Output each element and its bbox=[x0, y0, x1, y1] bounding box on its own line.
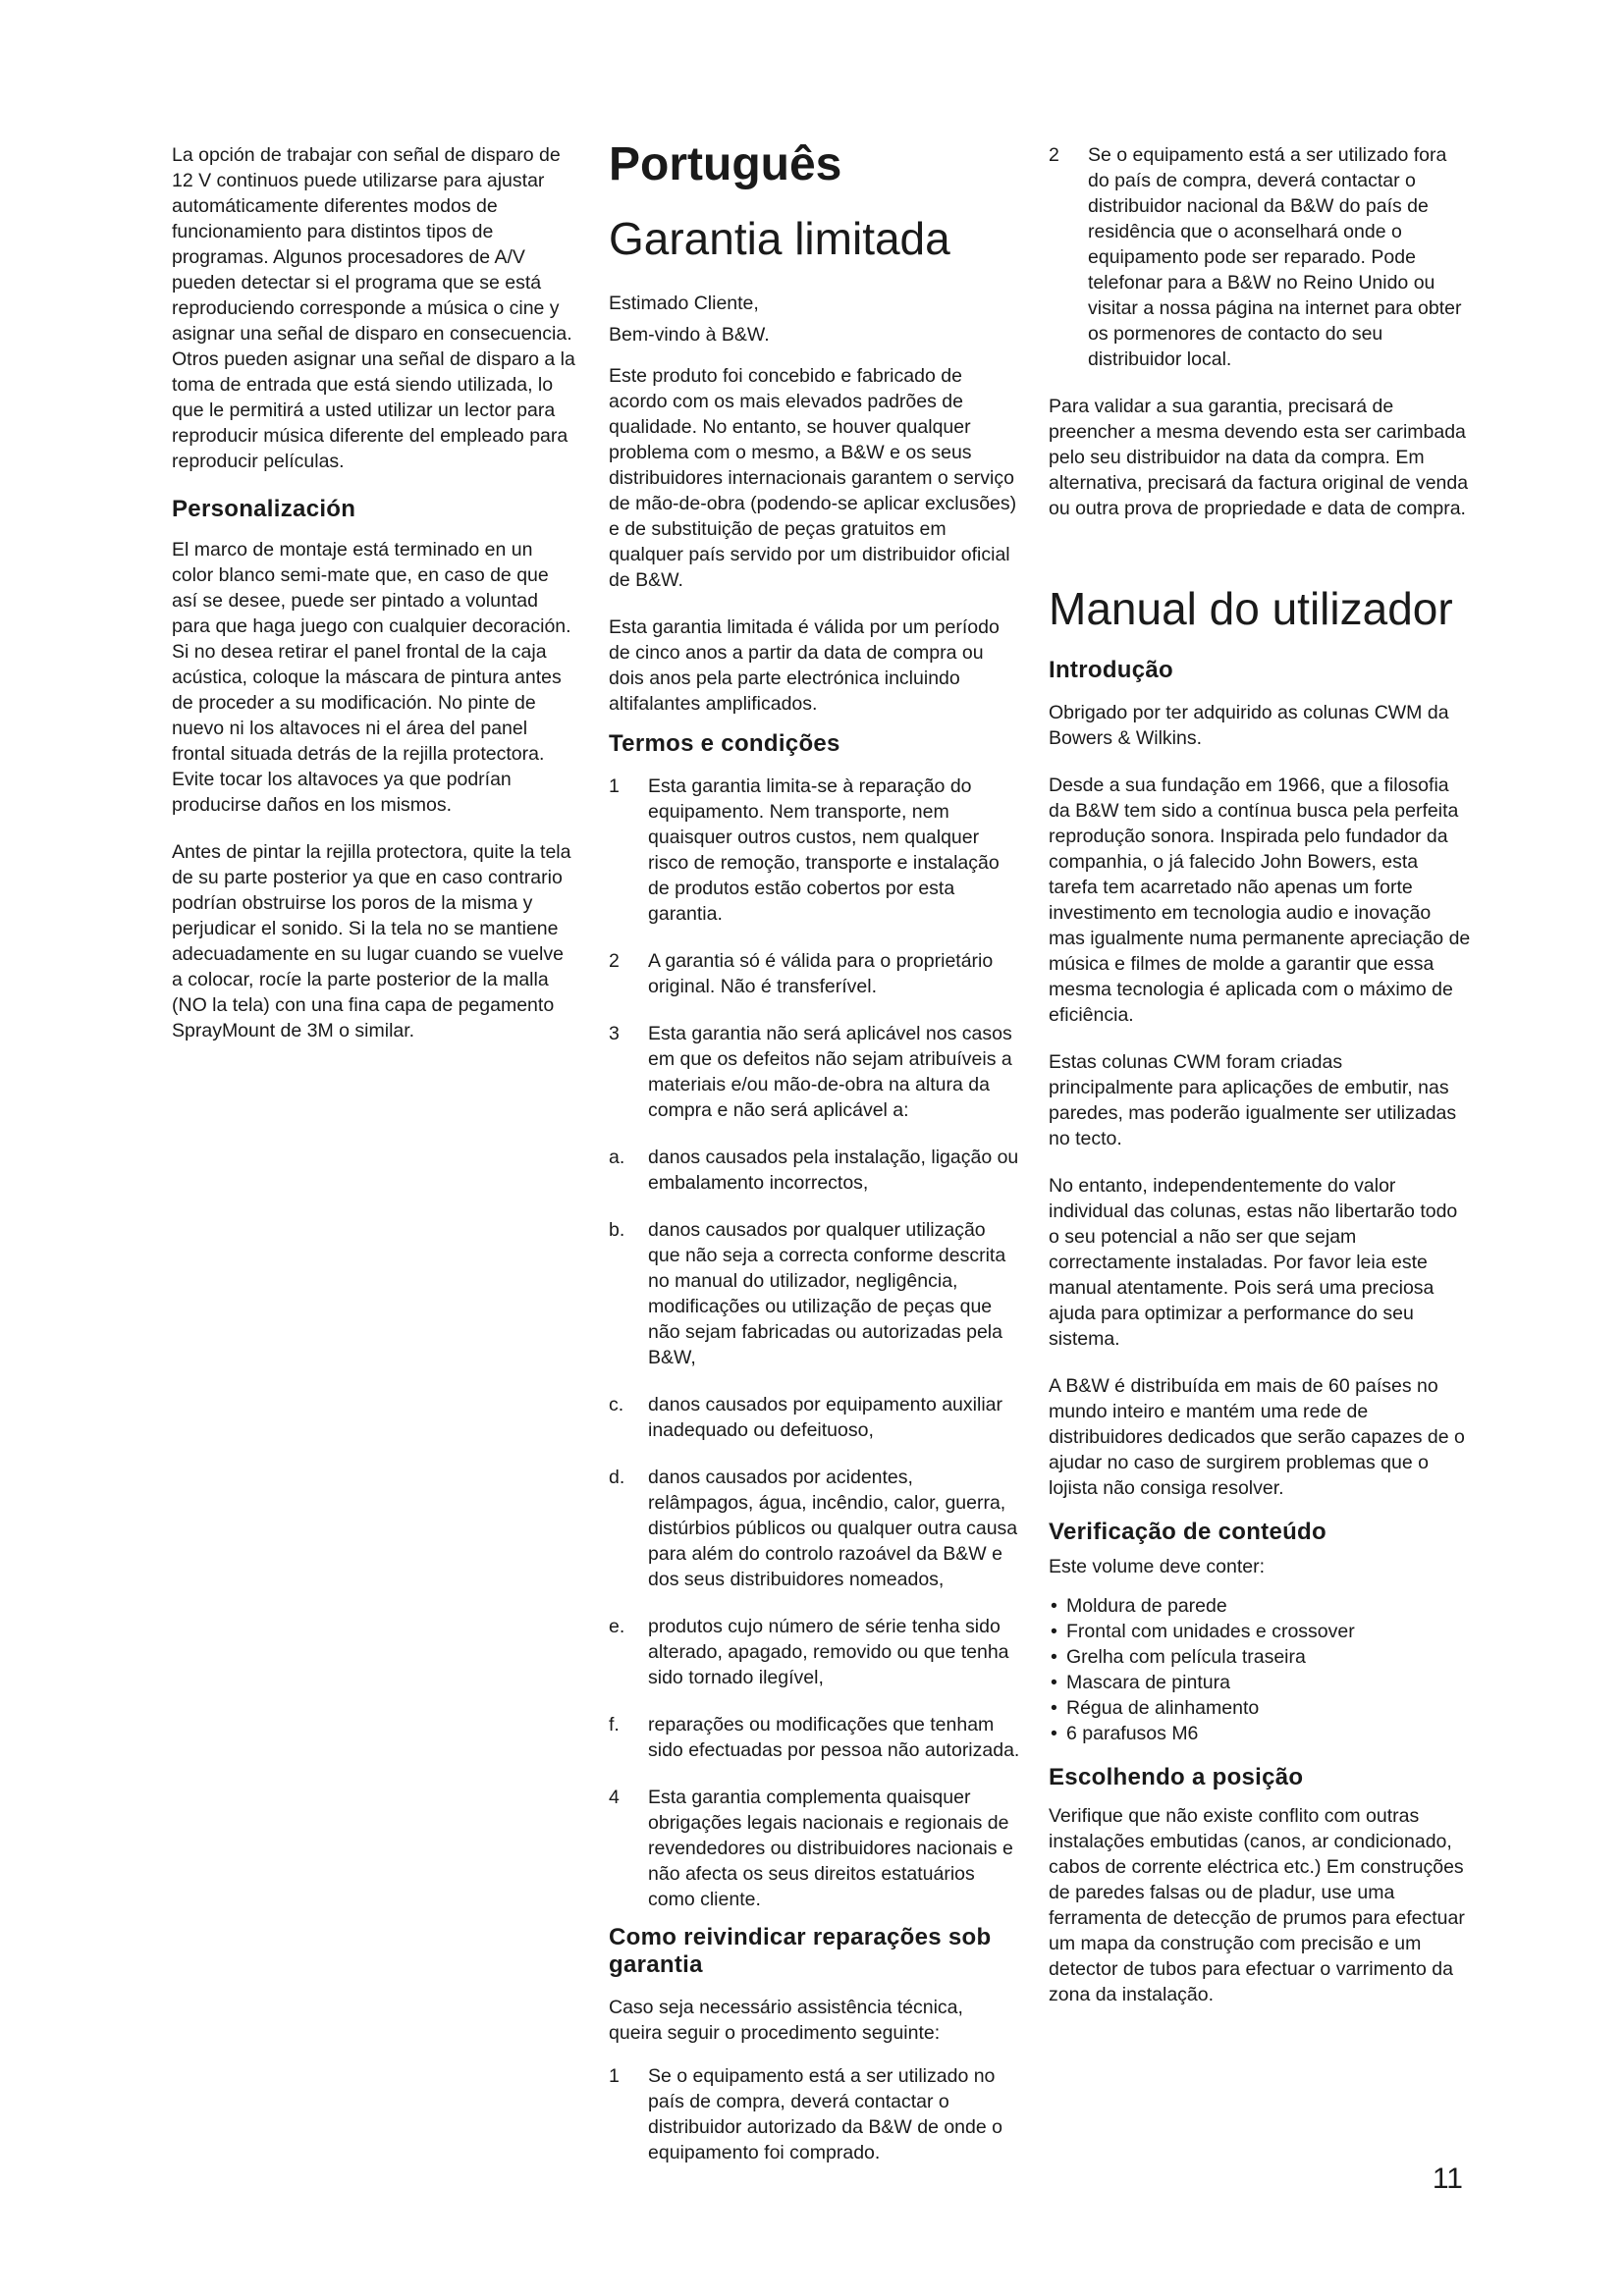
manual-column bbox=[1049, 142, 1471, 2029]
list-item: • Mascara de pintura bbox=[1049, 1670, 1471, 1695]
warranty-intro: Este produto foi concebido e fabricado de acordo com os mais elevados padrões de qualidade. No entanto, se houver qualquer problema com o mesmo, a B&W e os seus distribuidores internacionais garantem o serviço de mão-de-obra (podendo-se aplicar exclusões) e de substituição de peças gratuitos em qualquer país servido por um distribuidor oficial de B&W. bbox=[609, 365, 1017, 591]
greeting-line: Estimado Cliente, bbox=[609, 293, 759, 314]
spanish-paragraph-grille: Antes de pintar la rejilla protectora, quite la tela de su parte posterior ya que en caso contrario podrían obstruirse los poros de la misma y perjudicar el sonido. Si la tela no se mantiene adecuadamente en su lugar cuando se vuelve a colocar, rocíe la parte posterior de la malla (NO la tela) con una fina capa de pegamento SprayMount de 3M o similar. bbox=[172, 841, 571, 1041]
page-number: 11 bbox=[1432, 2163, 1463, 2195]
warranty-validity: Esta garantia limitada é válida por um período de cinco anos a partir da data de compra ou dois anos pela parte electrónica incluindo altifalantes amplificados. bbox=[609, 616, 1000, 715]
warranty-title: Garantia limitada bbox=[609, 213, 950, 264]
list-item: • Régua de alinhamento bbox=[1049, 1695, 1471, 1721]
intro-heading: Introdução bbox=[1049, 657, 1173, 683]
claim-intro: Caso seja necessário assistência técnica, queira seguir o procedimento seguinte: bbox=[609, 1997, 963, 2044]
spanish-column bbox=[172, 142, 576, 1065]
terms-item: b. danos causados por qualquer utilização que não seja a correcta conforme descrita no manual do utilizador, negligência, modificações ou utilização de peças que não sejam fabricadas ou autorizadas pela B&W, bbox=[609, 1219, 1006, 1368]
terms-item: 3 Esta garantia não será aplicável nos casos em que os defeitos não sejam atribuíveis a materiais e/ou mão-de-obra na altura da compra e não será aplicável a: bbox=[609, 1023, 1012, 1121]
contents-intro: Este volume deve conter: bbox=[1049, 1556, 1266, 1577]
welcome-line: Bem-vindo à B&W. bbox=[609, 324, 770, 346]
list-item: • 6 parafusos M6 bbox=[1049, 1721, 1471, 1746]
list-item: • Grelha com película traseira bbox=[1049, 1644, 1471, 1670]
list-item: • Moldura de parede bbox=[1049, 1593, 1471, 1619]
personalizacion-heading: Personalización bbox=[172, 496, 356, 522]
intro-paragraph: Obrigado por ter adquirido as colunas CWM da Bowers & Wilkins. bbox=[1049, 702, 1449, 749]
intro-paragraph: Estas colunas CWM foram criadas principalmente para aplicações de embutir, nas paredes, mas poderão igualmente ser utilizadas no tecto. bbox=[1049, 1051, 1457, 1149]
terms-heading: Termos e condições bbox=[609, 730, 840, 757]
terms-item: a. danos causados pela instalação, ligação ou embalamento incorrectos, bbox=[609, 1147, 1019, 1194]
contents-list bbox=[1049, 1593, 1471, 1746]
terms-item: 2 A garantia só é válida para o proprietário original. Não é transferível. bbox=[609, 950, 994, 997]
claim-step: 1 Se o equipamento está a ser utilizado no país de compra, deverá contactar o distribuidor autorizado da B&W de onde o equipamento foi comprado. bbox=[609, 2065, 1002, 2163]
spanish-paragraph-trigger: La opción de trabajar con señal de disparo de 12 V continuos puede utilizarse para ajustar automáticamente diferentes modos de funcionamiento para distintos tipos de programas. Algunos procesadores de A/V pueden detectar si el programa que se está reproduciendo corresponde a música o cine y asignar una señal de disparo en consecuencia. Otros pueden asignar una señal de disparo a la toma de entrada que está siendo utilizada, lo que le permitirá a usted utilizar un lector para reproducir música diferente del empleado para reproducir películas. bbox=[172, 144, 575, 472]
validate-paragraph: Para validar a sua garantia, precisará de preencher a mesma devendo esta ser carimbada pelo seu distribuidor na data da compra. Em alternativa, precisará da factura original de venda ou outra prova de propriedade e data de compra. bbox=[1049, 396, 1469, 519]
terms-item: f. reparações ou modificações que tenham sido efectuadas por pessoa não autorizada. bbox=[609, 1714, 1020, 1761]
list-item: • Frontal com unidades e crossover bbox=[1049, 1619, 1471, 1644]
position-paragraph: Verifique que não existe conflito com outras instalações embutidas (canos, ar condicionado, cabos de corrente eléctrica etc.) Em construções de paredes falsas ou de pladur, use uma ferramenta de detecção de prumos para efectuar um mapa da construção com precisão e um detector de tubos para efectuar o varrimento da zona da instalação. bbox=[1049, 1805, 1465, 2005]
contents-heading: Verificação de conteúdo bbox=[1049, 1519, 1326, 1545]
terms-item: 1 Esta garantia limita-se à reparação do equipamento. Nem transporte, nem quaisquer outros custos, nem qualquer risco de remoção, transporte e instalação de produtos estão cobertos por esta garantia. bbox=[609, 775, 1000, 925]
terms-item: e. produtos cujo número de série tenha sido alterado, apagado, removido ou que tenha sido tornado ilegível, bbox=[609, 1616, 1009, 1688]
claim-step: 2 Se o equipamento está a ser utilizado fora do país de compra, deverá contactar o distribuidor nacional da B&W do país de residência que o aconselhará onde o equipamento pode ser reparado. Pode telefonar para a B&W no Reino Unido ou visitar a nossa página na internet para obter os pormenores de contacto do seu distribuidor local. bbox=[1049, 144, 1462, 370]
claim-heading: Como reivindicar reparações sob garantia bbox=[609, 1924, 992, 1978]
manual-title: Manual do utilizador bbox=[1049, 583, 1453, 634]
position-heading: Escolhendo a posição bbox=[1049, 1764, 1304, 1790]
terms-item: 4 Esta garantia complementa quaisquer obrigações legais nacionais e regionais de revendedores ou distribuidores nacionais e não afecta os seus direitos estatuários como cliente. bbox=[609, 1787, 1013, 1910]
intro-paragraph: Desde a sua fundação em 1966, que a filosofia da B&W tem sido a contínua busca pela perfeita reprodução sonora. Inspirada pelo fundador da companhia, o já falecido John Bowers, esta tarefa tem acarretado não apenas um forte investimento em tecnologia audio e inovação mas igualmente numa permanente apreciação de música e filmes de molde a garantir que essa mesma tecnologia é aplicada com o máximo de eficiência. bbox=[1049, 774, 1471, 1026]
warranty-column bbox=[609, 137, 1021, 2187]
terms-item: c. danos causados por equipamento auxiliar inadequado ou defeituoso, bbox=[609, 1394, 1002, 1441]
intro-paragraph: A B&W é distribuída em mais de 60 países no mundo inteiro e mantém uma rede de distribuidores dedicados que serão capazes de o ajudar no caso de surgirem problemas que o lojista não consiga resolver. bbox=[1049, 1375, 1465, 1499]
terms-item: d. danos causados por acidentes, relâmpagos, água, incêndio, calor, guerra, distúrbios públicos ou qualquer outra causa para além do controlo razoável da B&W e dos seus distribuidores nomeados, bbox=[609, 1467, 1018, 1590]
spanish-paragraph-painting: El marco de montaje está terminado en un color blanco semi-mate que, en caso de que así se desee, puede ser pintado a voluntad para que haga juego con cualquier decoración. Si no desea retirar el panel frontal de la caja acústica, coloque la máscara de pintura antes de proceder a su modificación. No pinte de nuevo ni los altavoces ni el área del panel frontal situada detrás de la rejilla protectora. Evite tocar los altavoces ya que podrían producirse daños en los mismos. bbox=[172, 539, 571, 816]
language-title: Português bbox=[609, 138, 842, 190]
intro-paragraph: No entanto, independentemente do valor individual das colunas, estas não libertarão todo o seu potencial a não ser que sejam correctamente instaladas. Por favor leia este manual atentamente. Pois será uma preciosa ajuda para optimizar a performance do seu sistema. bbox=[1049, 1175, 1458, 1350]
